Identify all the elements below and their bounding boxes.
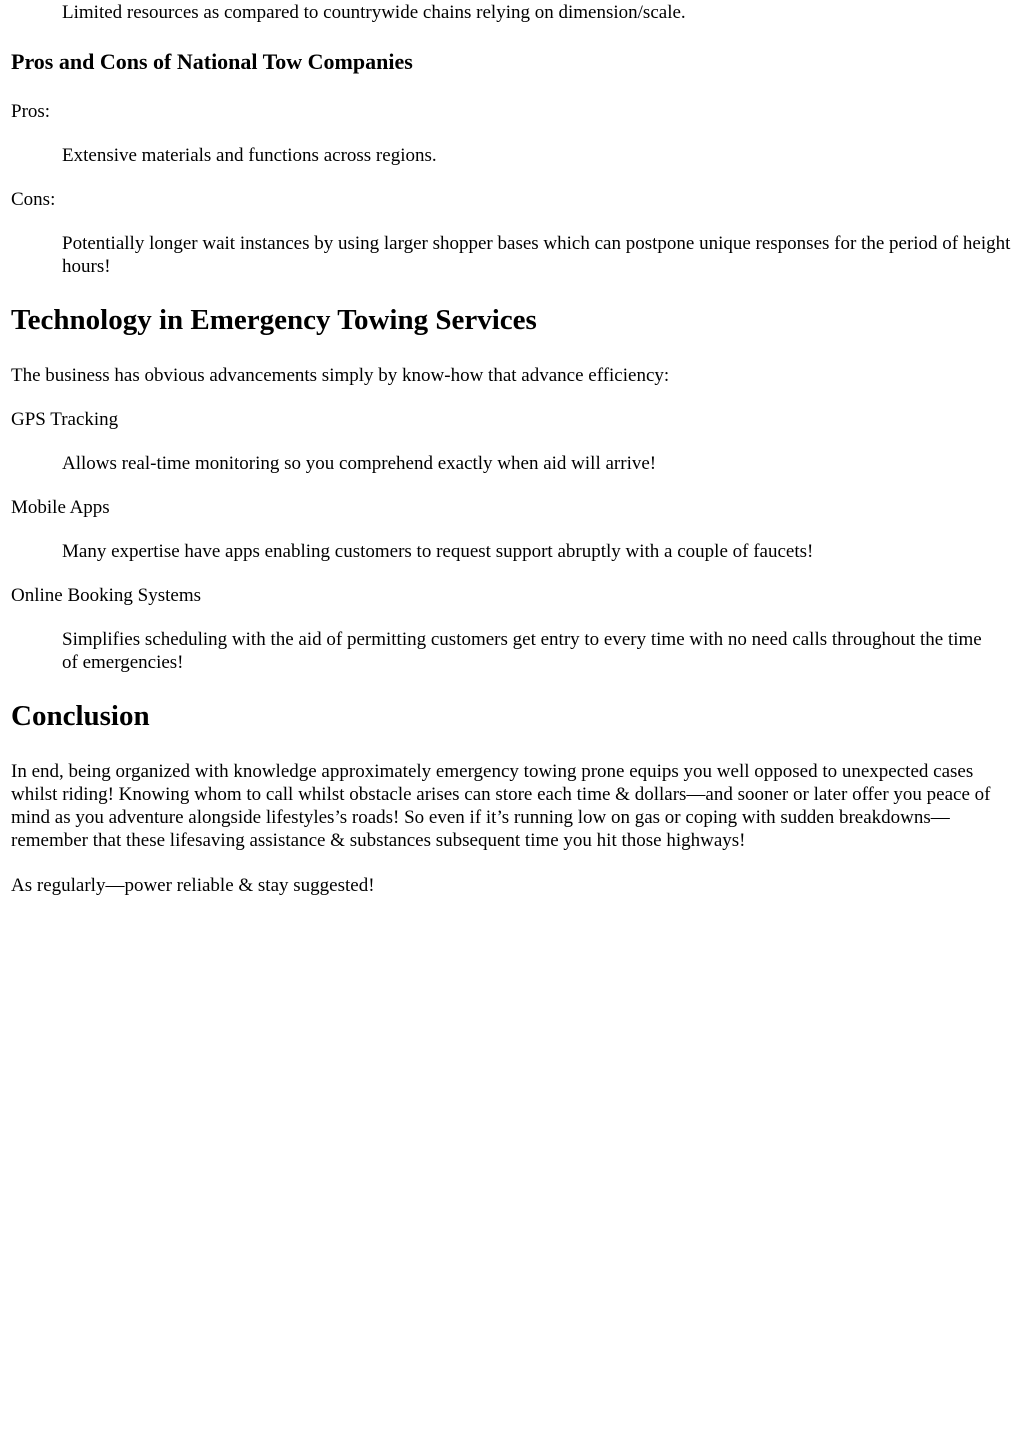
section-heading-conclusion: Conclusion xyxy=(11,700,150,732)
section-heading-technology: Technology in Emergency Towing Services xyxy=(11,304,537,336)
closing-line: As regularly—power reliable & stay suggested! xyxy=(11,875,375,896)
cons-item: Potentially longer wait instances by using larger shopper bases which can postpone unique responses for the period of height hours! xyxy=(62,233,1011,277)
term-gps-tracking: GPS Tracking xyxy=(11,409,119,430)
pros-label: Pros: xyxy=(11,101,51,122)
conclusion-paragraph: In end, being organized with knowledge approximately emergency towing prone equips you well opposed to unexpected cases whilst riding! Knowing whom to call whilst obstacle arises can store each time & dollars—and sooner or later offer you peace of mind as you adventure alongside lifestyles’s roads! So even if it’s running low on gas or coping with sudden breakdowns—remember that these lifesaving assistance & substances subsequent time you hit those highways! xyxy=(11,761,991,851)
term-online-booking: Online Booking Systems xyxy=(11,585,202,606)
desc-online-booking: Simplifies scheduling with the aid of permitting customers get entry to every time with no need calls throughout the time of emergencies! xyxy=(62,629,982,673)
section-heading-national: Pros and Cons of National Tow Companies xyxy=(11,49,413,74)
list-item-description: Limited resources as compared to countrywide chains relying on dimension/scale. xyxy=(62,2,686,23)
desc-mobile-apps: Many expertise have apps enabling customers to request support abruptly with a couple of faucets! xyxy=(62,541,814,562)
technology-intro: The business has obvious advancements simply by know-how that advance efficiency: xyxy=(11,365,670,386)
pros-item: Extensive materials and functions across regions. xyxy=(62,145,437,166)
cons-label: Cons: xyxy=(11,189,56,210)
desc-gps-tracking: Allows real-time monitoring so you comprehend exactly when aid will arrive! xyxy=(62,453,657,474)
term-mobile-apps: Mobile Apps xyxy=(11,497,110,518)
